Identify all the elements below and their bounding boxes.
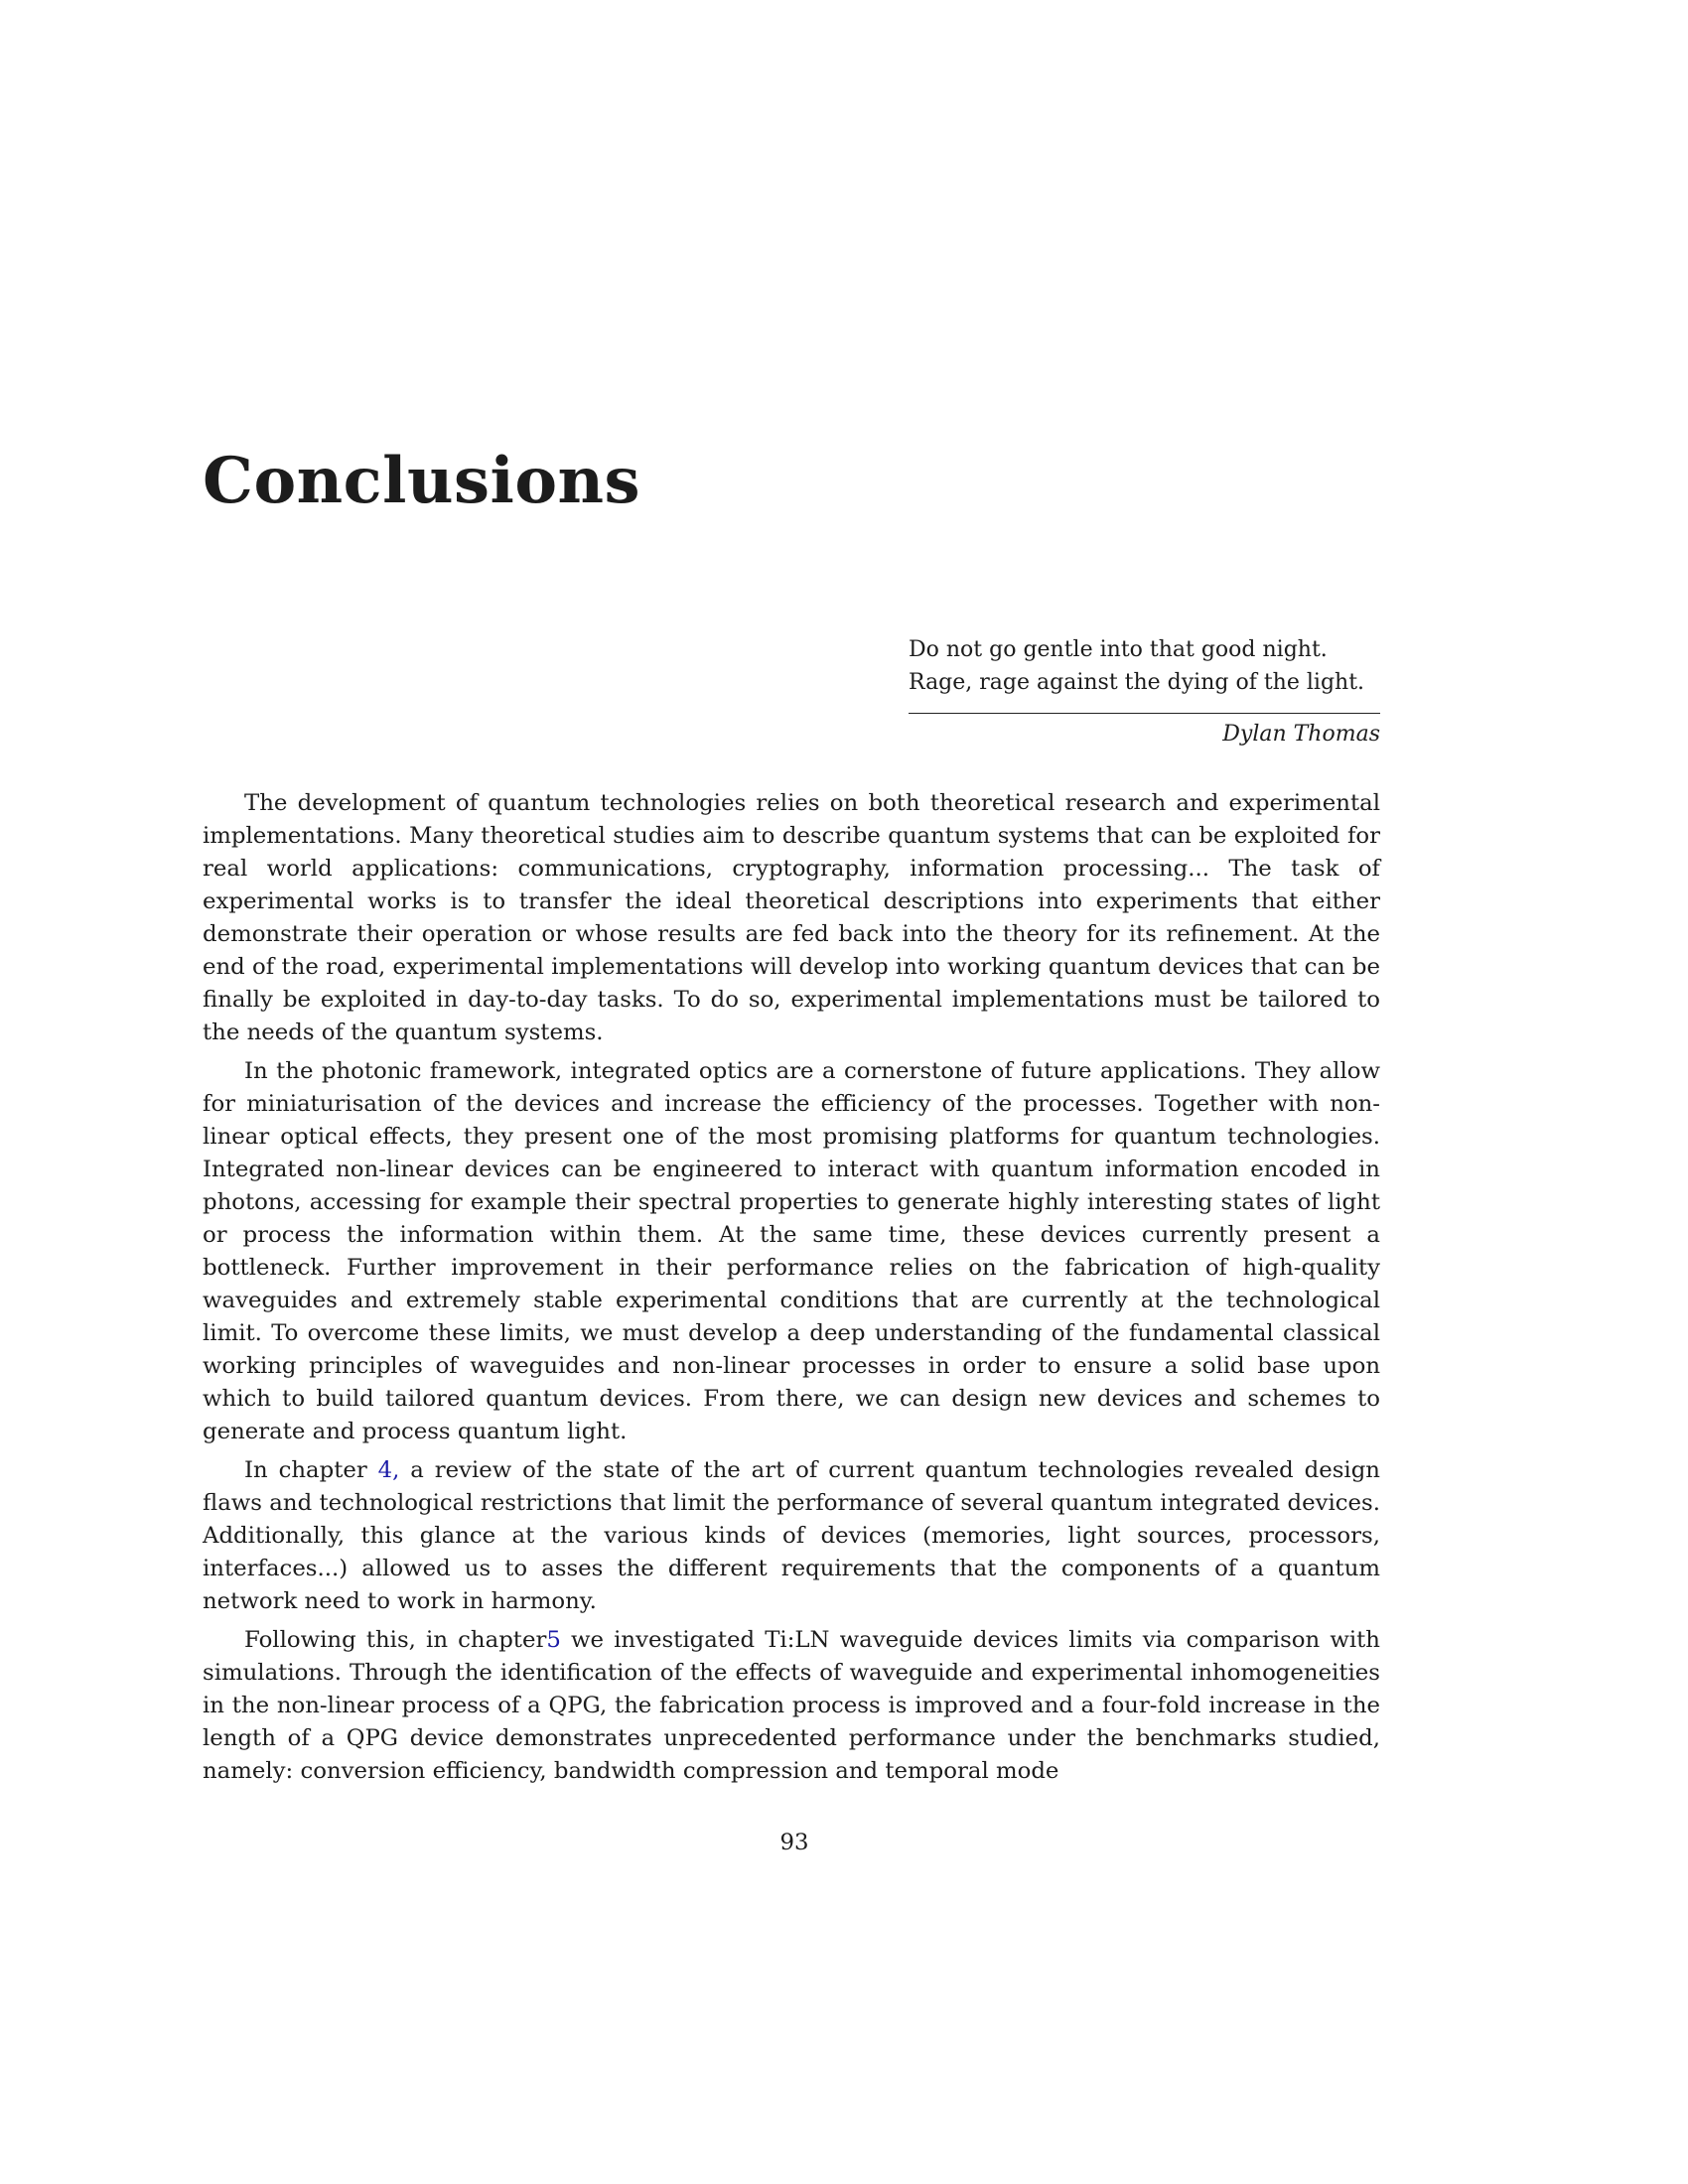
paragraph-4 <box>203 1624 1380 1788</box>
paragraph-3-lead: In chapter <box>244 1457 378 1483</box>
paragraph-1: The development of quantum technologies relies on both theoretical research and experimental implementations. Many theoretical studies aim to describe quantum systems that can be exploited for real world applications: communications, cryptography, information processing... The task of experimental works is to transfer the ideal theoretical descriptions into experiments that either demonstrate their operation or whose results are fed back into the theory for its refinement. At the end of the road, experimental implementations will develop into working quantum devices that can be finally be exploited in day-to-day tasks. To do so, experimental implementations must be tailored to the needs of the quantum systems. <box>203 790 1380 1045</box>
chapter-title: Conclusions <box>203 444 641 518</box>
epigraph <box>909 633 1380 751</box>
epigraph-line-1: Do not go gentle into that good night. <box>909 637 1328 662</box>
paragraph-2: In the photonic framework, integrated optics are a cornerstone of future applications. They allow for miniaturisation of the devices and increase the efficiency of the processes. Together with non-linear optical effects, they present one of the most promising platforms for quantum technologies. Integrated non-linear devices can be engineered to interact with quantum information encoded in photons, accessing for example their spectral properties to generate highly interesting states of light or process the information within them. At the same time, these devices currently present a bottleneck. Further improvement in their performance relies on the fabrication of high-quality waveguides and extremely stable experimental conditions that are currently at the technological limit. To overcome these limits, we must develop a deep understanding of the fundamental classical working principles of waveguides and non-linear processes in order to ensure a solid base upon which to build tailored quantum devices. From there, we can design new devices and schemes to generate and process quantum light. <box>203 1058 1380 1444</box>
chapter-4-link[interactable]: 4, <box>377 1457 400 1483</box>
chapter-5-link[interactable]: 5 <box>546 1627 561 1653</box>
epigraph-author: Dylan Thomas <box>1222 722 1380 747</box>
epigraph-line-2: Rage, rage against the dying of the light. <box>909 670 1365 695</box>
paragraph-3 <box>203 1454 1380 1618</box>
page-number: 93 <box>779 1830 809 1855</box>
epigraph-divider <box>909 713 1380 714</box>
body-text <box>203 787 1380 1794</box>
paragraph-4-lead: Following this, in chapter <box>244 1627 547 1653</box>
paragraph-3-text: a review of the state of the art of current quantum technologies revealed design flaws and technological restrictions that limit the performance of several quantum integrated devices. Additionally, this glance at the various kinds of devices (memories, light sources, processors, interfaces...) allowed us to asses the different requirements that the components of a quantum network need to work in harmony. <box>203 1457 1380 1614</box>
paragraph-4-text: we investigated Ti:LN waveguide devices limits via comparison with simulations. Through the identification of the effects of waveguide and experimental inhomogeneities in the non-linear process of a QPG, the fabrication process is improved and a four-fold increase in the length of a QPG device demonstrates unprecedented performance under the benchmarks studied, namely: conversion efficiency, bandwidth compression and temporal mode <box>203 1627 1380 1784</box>
